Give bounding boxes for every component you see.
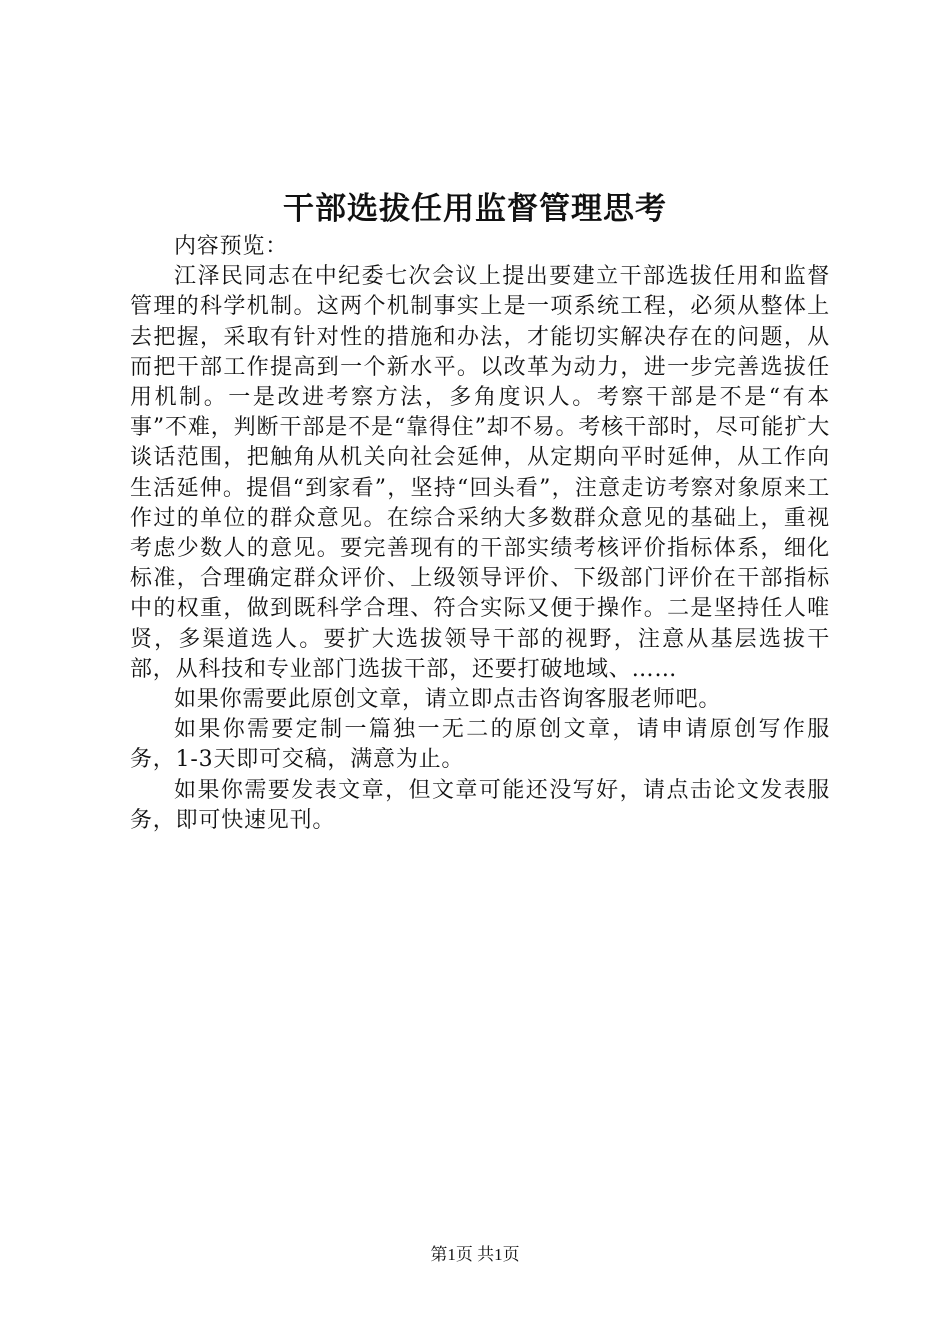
body-paragraph: 江泽民同志在中纪委七次会议上提出要建立干部选拔任用和监督管理的科学机制。这两个机制事实上是一项系统工程，必须从整体上去把握，采取有针对性的措施和办法，才能切实解决存在的问题，从而把干部工作提高到一个新水平。以改革为动力，进一步完善选拔任用机制。一是改进考察方法，多角度识人。考察干部是不是“有本事”不难，判断干部是不是“靠得住”却不易。考核干部时，尽可能扩大谈话范围，把触角从机关向社会延伸，从定期向平时延伸，从工作向生活延伸。提倡“到家看”，坚持“回头看”，注意走访考察对象原来工作过的单位的群众意见。在综合采纳大多数群众意见的基础上，重视考虑少数人的意见。要完善现有的干部实绩考核评价指标体系，细化标准，合理确定群众评价、上级领导评价、下级部门评价在干部指标中的权重，做到既科学合理、符合实际又便于操作。二是坚持任人唯贤，多渠道选人。要扩大选拔领导干部的视野，注意从基层选拔干部，从科技和专业部门选拔干部，还要打破地域、…… [130,264,830,682]
notice-custom-writing: 如果你需要定制一篇独一无二的原创文章，请申请原创写作服务，1-3天即可交稿，满意为止。 [130,717,830,773]
document-content [130,232,830,836]
document-title: 干部选拔任用监督管理思考 [283,191,667,227]
preview-label: 内容预览： [174,234,289,259]
notice-publishing: 如果你需要发表文章，但文章可能还没写好，请点击论文发表服务，即可快速见刊。 [130,777,830,833]
page-footer: 第1页 共1页 [430,1245,520,1264]
notice-consult: 如果你需要此原创文章，请立即点击咨询客服老师吧。 [174,687,722,713]
